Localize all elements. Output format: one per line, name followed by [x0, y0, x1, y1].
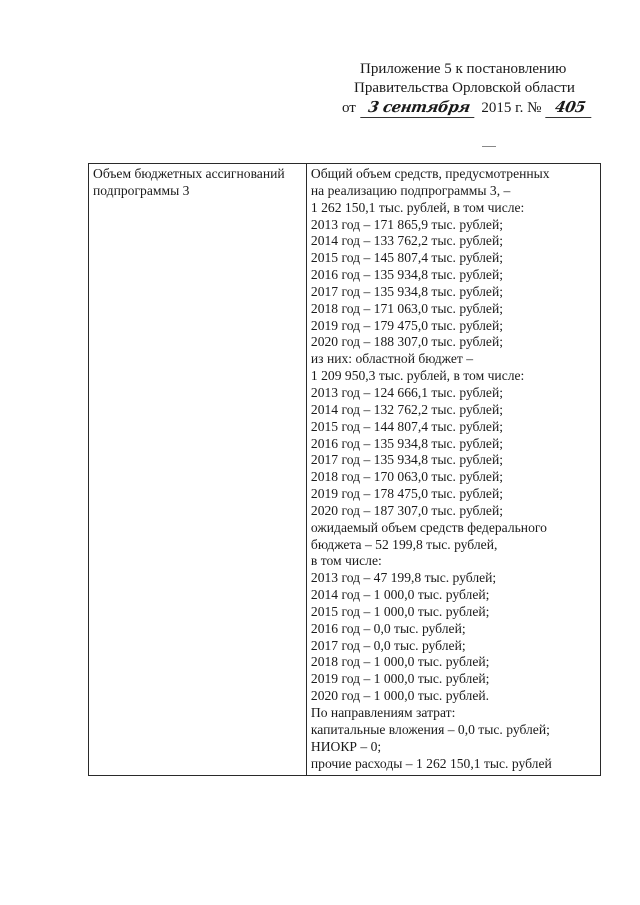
appendix-authority: Правительства Орловской области	[354, 80, 575, 96]
text-line: в том числе:	[310, 553, 382, 569]
text-line: 2020 год – 1 000,0 тыс. рублей.	[310, 688, 490, 704]
text-line: 2019 год – 178 475,0 тыс. рублей;	[310, 486, 504, 502]
table-row	[89, 164, 601, 776]
text-line: 2016 год – 135 934,8 тыс. рублей;	[310, 267, 504, 283]
text-line: бюджета – 52 199,8 тыс. рублей,	[310, 536, 498, 552]
text-line: прочие расходы – 1 262 150,1 тыс. рублей	[310, 755, 552, 771]
text-line: 2017 год – 135 934,8 тыс. рублей;	[310, 283, 504, 299]
text-line: 2013 год – 171 865,9 тыс. рублей;	[310, 216, 504, 232]
text-line: 2016 год – 0,0 тыс. рублей;	[310, 620, 466, 636]
text-line: 2013 год – 47 199,8 тыс. рублей;	[310, 570, 497, 586]
right-cell-text	[311, 166, 596, 772]
text-line: По направлениям затрат:	[310, 705, 456, 720]
text-line: Объем бюджетных ассигнований	[93, 166, 285, 181]
text-line: ожидаемый объем средств федерального	[310, 519, 547, 535]
text-line: 2013 год – 124 666,1 тыс. рублей;	[310, 384, 504, 400]
text-line: 2014 год – 1 000,0 тыс. рублей;	[310, 587, 490, 603]
text-line: 2017 год – 135 934,8 тыс. рублей;	[310, 452, 504, 468]
text-line: 2014 год – 132 762,2 тыс. рублей;	[310, 401, 504, 417]
text-line: 2019 год – 1 000,0 тыс. рублей;	[310, 671, 490, 687]
text-line: 2016 год – 135 934,8 тыс. рублей;	[310, 435, 504, 451]
text-line: из них: областной бюджет –	[310, 351, 474, 367]
text-line: 2015 год – 1 000,0 тыс. рублей;	[310, 603, 490, 619]
text-line: НИОКР – 0;	[310, 738, 382, 754]
appendix-date-line	[342, 98, 622, 118]
text-line: подпрограммы 3	[93, 182, 190, 198]
text-line: на реализацию подпрограммы 3, –	[310, 182, 511, 198]
text-line: 2020 год – 188 307,0 тыс. рублей;	[310, 334, 504, 350]
text-line: 1 209 950,3 тыс. рублей, в том числе:	[310, 368, 525, 384]
appendix-title: Приложение 5 к постановлению	[360, 61, 567, 77]
stray-mark	[482, 146, 496, 147]
text-line: 2015 год – 144 807,4 тыс. рублей;	[310, 418, 504, 434]
text-line: 2017 год – 0,0 тыс. рублей;	[310, 637, 466, 653]
budget-table	[88, 163, 601, 776]
text-line: Общий объем средств, предусмотренных	[310, 166, 550, 181]
text-line: 2019 год – 179 475,0 тыс. рублей;	[310, 317, 504, 333]
left-cell-text	[93, 166, 302, 200]
text-line: 2020 год – 187 307,0 тыс. рублей;	[310, 502, 504, 518]
right-cell	[306, 164, 600, 776]
handwritten-number: 405	[545, 98, 595, 118]
appendix-header	[342, 60, 622, 118]
text-line: 2018 год – 171 063,0 тыс. рублей;	[310, 300, 504, 316]
year-number-label: 2015 г. №	[481, 100, 542, 116]
text-line: 2018 год – 170 063,0 тыс. рублей;	[310, 469, 504, 485]
left-cell	[89, 164, 307, 776]
text-line: 2015 год – 145 807,4 тыс. рублей;	[310, 250, 504, 266]
text-line: 2014 год – 133 762,2 тыс. рублей;	[310, 233, 504, 249]
handwritten-date: 3 сентября	[360, 98, 478, 118]
text-line: 1 262 150,1 тыс. рублей, в том числе:	[310, 199, 525, 215]
text-line: капитальные вложения – 0,0 тыс. рублей;	[310, 721, 550, 737]
text-line: 2018 год – 1 000,0 тыс. рублей;	[310, 654, 490, 670]
from-label: от	[342, 100, 356, 116]
